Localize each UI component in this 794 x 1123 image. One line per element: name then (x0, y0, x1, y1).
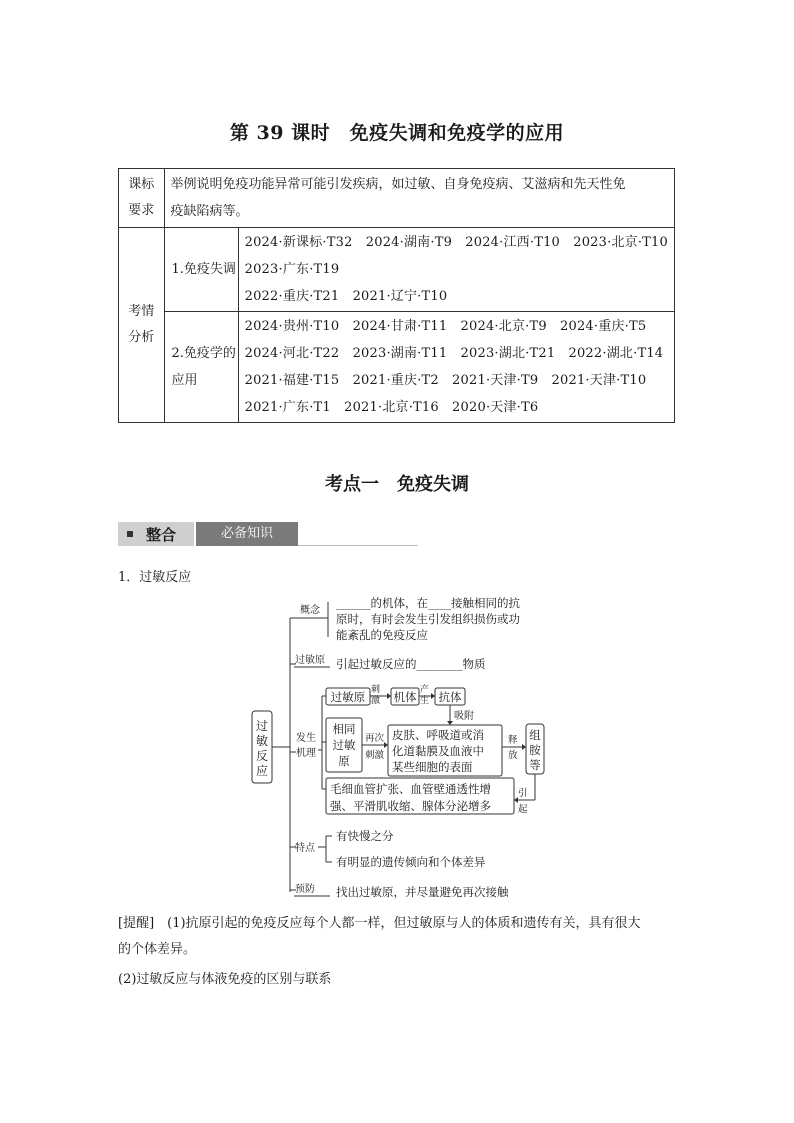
topic-line: 2.免疫学的 (171, 346, 236, 361)
ref-line: 2024·贵州·T10 2024·甘肃·T11 2024·北京·T9 2024·重庆·T5 (244, 319, 647, 334)
same-allergen-line: 原 (338, 754, 350, 768)
produce-label: 产 (420, 685, 430, 695)
topic-immunology-application (164, 312, 238, 423)
root-char: 过 (255, 719, 269, 733)
tip-line: 的个体差异。 (118, 942, 197, 957)
banner-divider (298, 545, 418, 546)
cells-line: 皮肤、呼吸道或消 (392, 728, 484, 742)
same-allergen-line: 相同 (332, 722, 356, 736)
section-title: 考点一 免疫失调 (325, 474, 469, 495)
std-text (164, 169, 674, 228)
same-allergen-line: 过敏 (332, 738, 356, 752)
curriculum-table (118, 168, 675, 423)
analysis-header-line: 考情 (128, 304, 155, 319)
again-label: 刺激 (365, 750, 385, 761)
topic-line: 应用 (171, 373, 198, 388)
cause-label: 起 (518, 804, 528, 815)
std-header-line: 要求 (128, 203, 155, 218)
concept-line: 能紊乱的免疫反应 (336, 628, 428, 642)
feature-line: 有明显的遗传倾向和个体差异 (336, 855, 486, 869)
stim-label: 激 (371, 696, 381, 706)
root-char: 应 (255, 764, 269, 778)
prevent-label: 预防 (295, 884, 315, 895)
analysis-header-line: 分析 (128, 330, 155, 345)
std-text-line: 举例说明免疫功能异常可能引发疾病，如过敏、自身免疫病、艾滋病和先天性免 (170, 177, 626, 192)
section-banner (118, 522, 302, 546)
ref-line: 2023·广东·T19 (244, 262, 340, 277)
root-char: 敏 (255, 734, 269, 748)
adsorb-label: 吸附 (454, 711, 474, 722)
effects-line: 强、平滑肌收缩、腺体分泌增多 (330, 799, 491, 813)
std-header-line: 课标 (128, 177, 155, 192)
tip-paragraph (118, 911, 678, 963)
histamine-char: 胺 (529, 743, 541, 757)
feature-label: 特点 (295, 843, 315, 854)
banner-tag: 必备知识 (196, 522, 298, 546)
ref-line: 2022·重庆·T21 2021·辽宁·T10 (244, 289, 448, 304)
cause-label: 引 (518, 788, 528, 799)
release-label: 释 (508, 735, 518, 746)
prevent-text: 找出过敏原，并尽量避免再次接触 (336, 885, 509, 899)
mech-label: 发生 (296, 733, 316, 744)
histamine-char: 组 (529, 728, 541, 742)
concept-line: 原时，有时会发生引发组织损伤或功 (336, 612, 520, 626)
release-label: 放 (508, 750, 518, 761)
topic-immune-disorder (164, 228, 238, 312)
ref-line: 2024·新课标·T32 2024·湖南·T9 2024·江西·T10 2023·北京·T10 (244, 235, 668, 250)
ref-line: 2024·河北·T22 2023·湖南·T11 2023·湖北·T21 2022·湖北·T14 (244, 346, 664, 361)
cells-line: 化道黏膜及血液中 (392, 744, 484, 758)
stim-label: 刺 (371, 685, 381, 695)
allergen-label: 过敏原 (295, 655, 325, 666)
banner-label: 整合 (146, 526, 177, 544)
mech-label: 机理 (296, 748, 316, 759)
again-label: 再次 (365, 733, 385, 744)
refs-immune-disorder (238, 228, 674, 312)
page-title: 第 39 课时 免疫失调和免疫学的应用 (229, 122, 565, 144)
concept-label: 概念 (300, 605, 320, 616)
ref-line: 2021·福建·T15 2021·重庆·T2 2021·天津·T9 2021·天津·T10 (244, 373, 647, 388)
tip-line: [提醒] (1)抗原引起的免疫反应每个人都一样，但过敏原与人的体质和遗传有关，具有很大 (118, 916, 641, 931)
allergen-text: 引起过敏反应的________物质 (336, 657, 486, 671)
feature-line: 有快慢之分 (336, 829, 394, 843)
produce-label: 生 (420, 696, 430, 706)
allergy-concept-map (250, 592, 550, 904)
square-bullet-icon (127, 531, 133, 537)
std-header (119, 169, 165, 228)
antibody-box-label: 抗体 (438, 690, 462, 704)
allergen-box-label: 过敏原 (330, 690, 366, 704)
topic-line: 1.免疫失调 (171, 262, 236, 277)
std-text-line: 疫缺陷病等。 (170, 204, 249, 219)
analysis-header (119, 228, 165, 423)
refs-immunology-application (238, 312, 674, 423)
root-char: 反 (255, 749, 269, 763)
cells-line: 某些细胞的表面 (392, 760, 473, 774)
item-2-heading: (2)过敏反应与体液免疫的区别与联系 (118, 972, 332, 987)
banner-label-box (118, 522, 194, 546)
histamine-char: 等 (529, 758, 541, 772)
body-box-label: 机体 (393, 690, 417, 704)
concept-line: ______的机体，在____接触相同的抗 (336, 596, 520, 610)
item-1-heading: 1．过敏反应 (118, 570, 192, 585)
effects-line: 毛细血管扩张、血管壁通透性增 (330, 782, 491, 796)
ref-line: 2021·广东·T1 2021·北京·T16 2020·天津·T6 (244, 400, 539, 415)
